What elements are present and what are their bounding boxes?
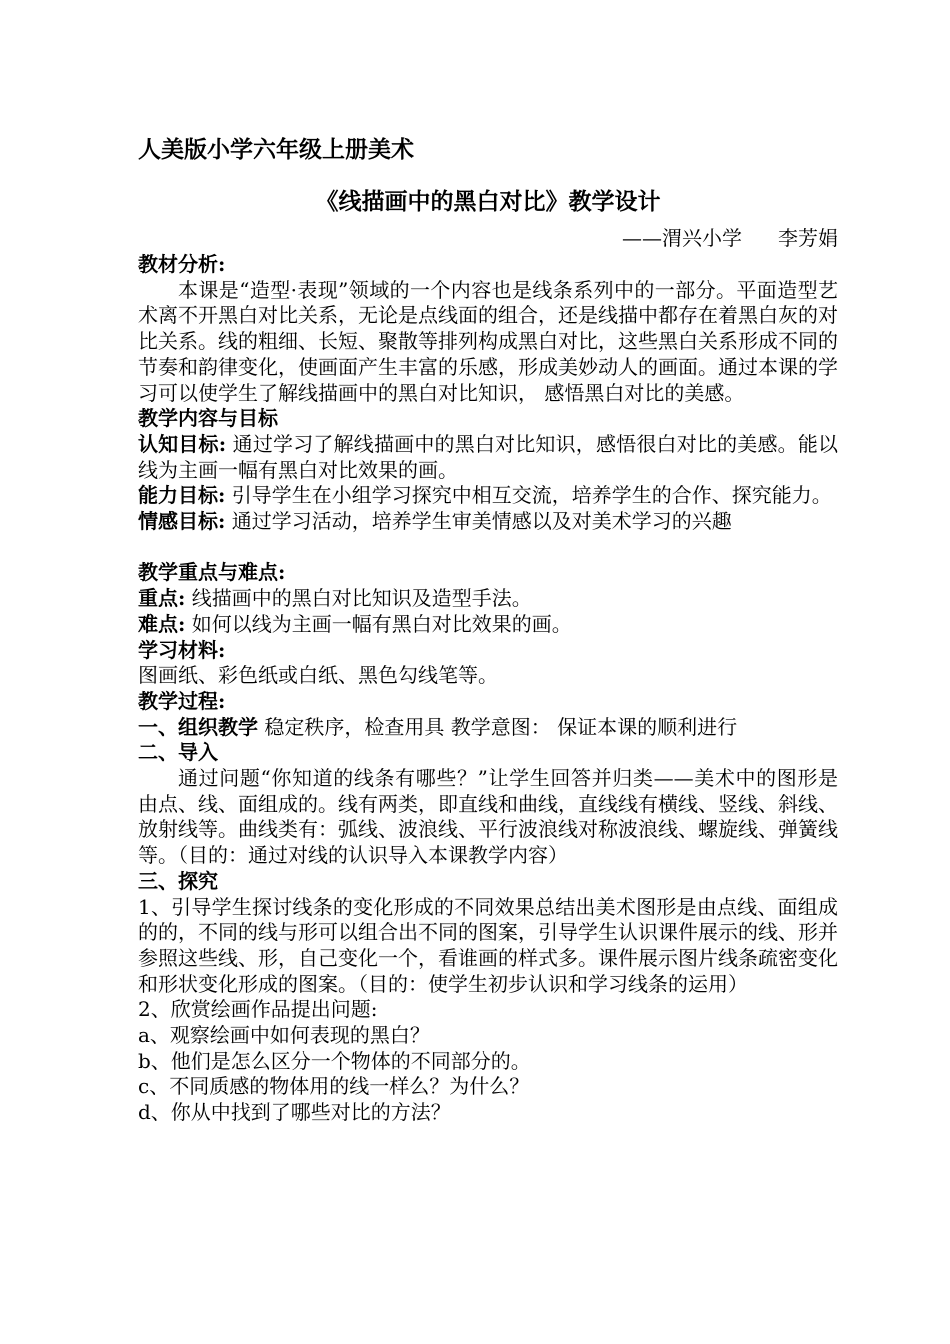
- author-name: 李芳娟: [778, 226, 838, 250]
- analysis-paragraph: 本课是“造型·表现”领域的一个内容也是线条系列中的一部分。平面造型艺术离不开黑白对比关系，无论是点线面的组合，还是线描中都存在着黑白灰的对比关系。线的粗细、长短、聚散等排列构成黑白对比，这些黑白关系形成不同的节奏和韵律变化，使画面产生丰富的乐感，形成美妙动人的画面。通过本课的学习可以使学生了解线描画中的黑白对比知识， 感悟黑白对比的美感。: [138, 277, 838, 405]
- keypoint-key-text: 线描画中的黑白对比知识及造型手法。: [185, 586, 532, 611]
- goal-emotion-text: 通过学习活动，培养学生审美情感以及对美术学习的兴趣: [225, 509, 732, 534]
- keypoint-key-label: 重点:: [138, 586, 186, 611]
- goal-ability-label: 能力目标:: [138, 483, 226, 508]
- goal-emotion-label: 情感目标:: [138, 509, 226, 534]
- keypoint-key: [138, 586, 838, 612]
- process-step2-heading: 二、导入: [138, 740, 218, 765]
- materials-text: 图画纸、彩色纸或白纸、黑色勾线笔等。: [138, 663, 498, 688]
- process-step3-item2: 2、欣赏绘画作品提出问题:: [138, 997, 378, 1022]
- keypoint-difficult-label: 难点:: [138, 611, 186, 636]
- author-line: [138, 226, 838, 252]
- section-heading-process: 教学过程:: [138, 688, 226, 713]
- process-step1: [138, 715, 838, 741]
- question-d: d、你从中找到了哪些对比的方法？: [138, 1100, 451, 1125]
- document-series-title: 人美版小学六年级上册美术: [138, 137, 414, 163]
- goal-cognitive-text: 通过学习了解线描画中的黑白对比知识，感悟很白对比的美感。能以线为主画一幅有黑白对比效果的画。: [138, 431, 838, 482]
- goal-ability-text: 引导学生在小组学习探究中相互交流，培养学生的合作、探究能力。: [225, 483, 832, 508]
- goal-cognitive: [138, 432, 838, 483]
- section-heading-keypoints: 教学重点与难点:: [138, 560, 286, 585]
- goal-ability: [138, 483, 838, 509]
- question-a: a、观察绘画中如何表现的黑白？: [138, 1023, 430, 1048]
- keypoint-difficult: [138, 612, 838, 638]
- process-step3-heading: 三、探究: [138, 868, 218, 893]
- document-main-title: 《线描画中的黑白对比》教学设计: [315, 189, 661, 215]
- question-c: c、不同质感的物体用的线一样么？为什么？: [138, 1074, 530, 1099]
- document-body: [138, 130, 838, 1126]
- question-b: b、他们是怎么区分一个物体的不同部分的。: [138, 1048, 531, 1073]
- blank-line: [138, 535, 838, 561]
- author-school: ——渭兴小学: [622, 226, 742, 250]
- keypoint-difficult-text: 如何以线为主画一幅有黑白对比效果的画。: [185, 611, 572, 636]
- section-heading-goals: 教学内容与目标: [138, 406, 278, 431]
- process-step1-label: 一、组织教学: [138, 714, 258, 739]
- goal-cognitive-label: 认知目标:: [138, 431, 227, 456]
- process-step3-item1: 1、引导学生探讨线条的变化形成的不同效果总结出美术图形是由点线、面组成的的，不同的线与形可以组合出不同的图案，引导学生认识课件展示的线、形并参照这些线、形，自己变化一个，看谁画的样式多。课件展示图片线条疏密变化和形状变化形成的图案。（目的：使学生初步认识和学习线条的运用）: [138, 894, 838, 996]
- goal-emotion: [138, 509, 838, 535]
- section-heading-materials: 学习材料:: [138, 637, 226, 662]
- process-step1-text: 稳定秩序，检查用具 教学意图： 保证本课的顺利进行: [258, 714, 738, 739]
- section-heading-analysis: 教材分析:: [138, 252, 226, 276]
- process-step2-text: 通过问题“你知道的线条有哪些？”让学生回答并归类——美术中的图形是由点、线、面组成的。线有两类，即直线和曲线，直线线有横线、竖线、斜线、放射线等。曲线类有：弧线、波浪线、平行波浪线对称波浪线、螺旋线、弹簧线等。（目的：通过对线的认识导入本课教学内容）: [138, 766, 838, 868]
